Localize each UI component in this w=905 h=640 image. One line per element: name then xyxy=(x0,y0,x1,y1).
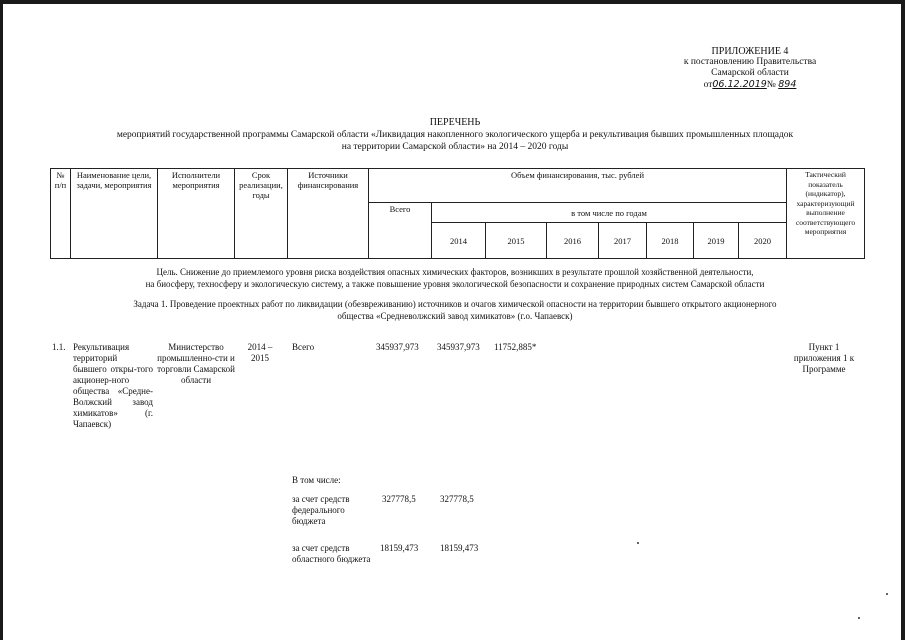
header-year: 2018 xyxy=(647,223,694,259)
scan-border-top xyxy=(0,0,905,4)
row-2015: 11752,885* xyxy=(494,342,537,352)
handwritten-number: 894 xyxy=(778,79,797,90)
task-line: Задача 1. Проведение проектных работ по ликвидации (обезвреживанию) источников и очагов химической опасности на территории бывшего открытого акционерного xyxy=(133,299,777,309)
header-col-volume: Объем финансирования, тыс. рублей xyxy=(369,169,787,203)
header-col-executors: Исполнители мероприятия xyxy=(158,169,235,259)
row-indicator: Пункт 1 приложения 1 к Программе xyxy=(793,342,855,374)
document-subtitle xyxy=(60,129,850,153)
handwritten-date: 06.12.2019 xyxy=(712,79,767,90)
task-line: общества «Средневолжский завод химикатов» (г.о. Чапаевск) xyxy=(337,311,573,321)
document-title: ПЕРЕЧЕНЬ xyxy=(429,117,481,128)
appendix-line: к постановлению Правительства xyxy=(683,57,817,67)
scan-speck xyxy=(637,542,639,544)
header-year: 2020 xyxy=(739,223,787,259)
row-2014: 345937,973 xyxy=(437,342,480,352)
row-number: 1.1. xyxy=(52,342,66,352)
header-year: 2014 xyxy=(432,223,486,259)
regional-budget-total: 18159,473 xyxy=(380,543,419,553)
federal-budget-2014: 327778,5 xyxy=(440,494,474,504)
date-prefix: от xyxy=(703,80,713,90)
subtitle-line: на территории Самарской области» на 2014 – 2020 годы xyxy=(341,142,569,152)
scan-border-left xyxy=(0,0,3,640)
appendix-block xyxy=(660,46,840,91)
header-col-total: Всего xyxy=(369,203,432,259)
regional-budget-label: за счет средств областного бюджета xyxy=(292,543,371,564)
header-col-by-years: в том числе по годам xyxy=(432,203,787,223)
header-col-name: Наименование цели, задачи, мероприятия xyxy=(71,169,158,259)
header-col-indicator: Тактический показатель (индикатор), характеризующий выполнение соответствующего мероприятия xyxy=(787,169,865,259)
goal-line: на биосферу, техносферу и экологическую систему, а также повышение уровня экологической безопасности и сохранение природных систем Самарской области xyxy=(145,279,765,289)
header-year: 2016 xyxy=(547,223,599,259)
appendix-line: Самарской области xyxy=(711,68,789,78)
federal-budget-total: 327778,5 xyxy=(382,494,416,504)
subtitle-line: мероприятий государственной программы Самарской области «Ликвидация накопленного экологического ущерба и рекультивация бывших промышленных площадок xyxy=(116,130,794,140)
row-period: 2014 – 2015 xyxy=(247,342,273,363)
header-col-num: № п/п xyxy=(51,169,71,259)
including-label: В том числе: xyxy=(292,475,341,485)
row-name: Рекультивация территорий бывшего откры-того акционер-ного общества «Средне-Волжский завод химикатов» (г. Чапаевск) xyxy=(73,342,153,429)
scan-border-right xyxy=(901,0,905,640)
appendix-date-line xyxy=(660,79,840,91)
header-col-period: Срок реализации, годы xyxy=(235,169,288,259)
number-prefix: № xyxy=(766,80,776,90)
scan-speck xyxy=(858,617,860,619)
federal-budget-label: за счет средств федерального бюджета xyxy=(292,494,350,526)
header-table xyxy=(50,168,865,259)
task-text xyxy=(50,298,860,322)
header-year: 2019 xyxy=(694,223,739,259)
header-col-sources: Источники финансирования xyxy=(288,169,369,259)
appendix-title: ПРИЛОЖЕНИЕ 4 xyxy=(711,46,789,57)
regional-budget-2014: 18159,473 xyxy=(440,543,479,553)
scan-speck xyxy=(886,593,888,595)
header-year: 2017 xyxy=(599,223,647,259)
row-source: Всего xyxy=(292,342,315,352)
header-year: 2015 xyxy=(486,223,547,259)
row-executor: Министерство промышленно-сти и торговли Самарской области xyxy=(157,342,235,385)
goal-text xyxy=(50,266,860,290)
row-total: 345937,973 xyxy=(376,342,419,352)
goal-line: Цель. Снижение до приемлемого уровня риска воздействия опасных химических факторов, возникших в результате прошлой хозяйственной деятельности, xyxy=(156,267,754,277)
